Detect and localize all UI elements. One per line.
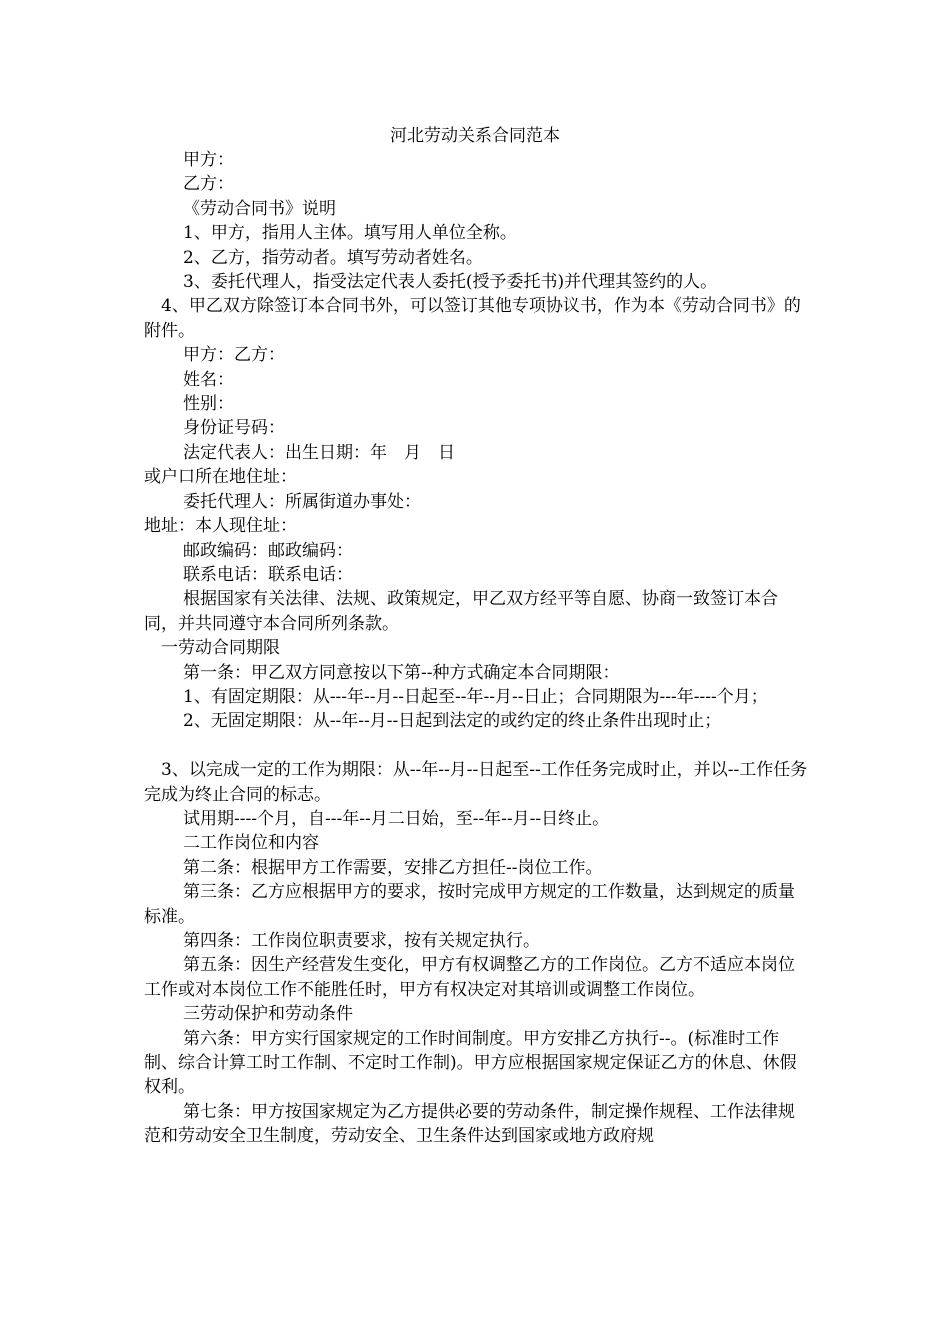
address-line: 地址：本人现住址：: [144, 516, 297, 537]
instruction-1: 1、甲方，指用人主体。填写用人单位全称。: [183, 223, 517, 244]
name-field-line: 姓名：: [183, 369, 234, 390]
party-a-line: 甲方：: [183, 150, 234, 170]
postal-code-line: 邮政编码：邮政编码：: [183, 540, 353, 561]
article-1-item-3: 3、以完成一定的工作为期限：从--年--月--日起至--工作任务完成时止，并以--工作任务完成为终止合同的标志。: [144, 760, 808, 805]
document-body: [144, 148, 809, 1149]
document-title: 河北劳动关系合同范本: [390, 126, 560, 146]
article-4: 第四条：工作岗位职责要求，按有关规定执行。: [183, 930, 540, 951]
party-b-line: 乙方：: [183, 174, 234, 195]
agent-street-office-line: 委托代理人：所属街道办事处：: [183, 491, 421, 512]
article-1: 第一条：甲乙双方同意按以下第--种方式确定本合同期限：: [183, 662, 620, 683]
instruction-3: 3、委托代理人，指受法定代表人委托(授予委托书)并代理其签约的人。: [183, 272, 718, 293]
article-3: 第三条：乙方应根据甲方的要求，按时完成甲方规定的工作数量，达到规定的质量标准。: [144, 882, 795, 927]
gender-field-line: 性别：: [183, 394, 234, 415]
probation-line: 试用期----个月，自---年--月二日始，至--年--月--日终止。: [183, 808, 610, 829]
id-number-field-line: 身份证号码：: [183, 418, 285, 439]
article-1-item-2: 2、无固定期限：从--年--月--日起到法定的或约定的终止条件出现时止；: [183, 711, 722, 732]
preamble-paragraph: 根据国家有关法律、法规、政策规定，甲乙双方经平等自愿、协商一致签订本合同，并共同遵守本合同所列条款。: [144, 589, 778, 634]
article-1-item-1: 1、有固定期限：从---年--月--日起至--年--月--日止；合同期限为---年----个月；: [183, 686, 768, 707]
article-6: 第六条：甲方实行国家规定的工作时间制度。甲方安排乙方执行--。(标准时工作制、综合计算工时工作制、不定时工作制)。甲方应根据国家规定保证乙方的休息、休假权利。: [144, 1028, 797, 1098]
section-3-heading: 三劳动保护和劳动条件: [183, 1004, 353, 1025]
article-2: 第二条：根据甲方工作需要，安排乙方担任--岗位工作。: [183, 857, 603, 878]
article-5: 第五条：因生产经营发生变化，甲方有权调整乙方的工作岗位。乙方不适应本岗位工作或对本岗位工作不能胜任时，甲方有权决定对其培训或调整工作岗位。: [144, 955, 795, 1000]
instruction-4: 4、甲乙双方除签订本合同书外，可以签订其他专项协议书，作为本《劳动合同书》的附件。: [144, 296, 801, 341]
instructions-heading: 《劳动合同书》说明: [183, 198, 336, 219]
section-2-heading: 二工作岗位和内容: [183, 833, 319, 854]
instruction-2: 2、乙方，指劳动者。填写劳动者姓名。: [183, 247, 483, 268]
blank-line: [144, 734, 809, 758]
party-header-line: 甲方：乙方：: [183, 345, 285, 366]
article-7: 第七条：甲方按国家规定为乙方提供必要的劳动条件，制定操作规程、工作法律规范和劳动安全卫生制度，劳动安全、卫生条件达到国家或地方政府规: [144, 1101, 795, 1147]
legal-rep-birthdate-line: 法定代表人：出生日期：年 月 日: [183, 442, 455, 463]
residence-address-line: 或户口所在地住址：: [144, 467, 297, 488]
section-1-heading: 一劳动合同期限: [161, 638, 280, 659]
phone-line: 联系电话：联系电话：: [183, 564, 353, 585]
